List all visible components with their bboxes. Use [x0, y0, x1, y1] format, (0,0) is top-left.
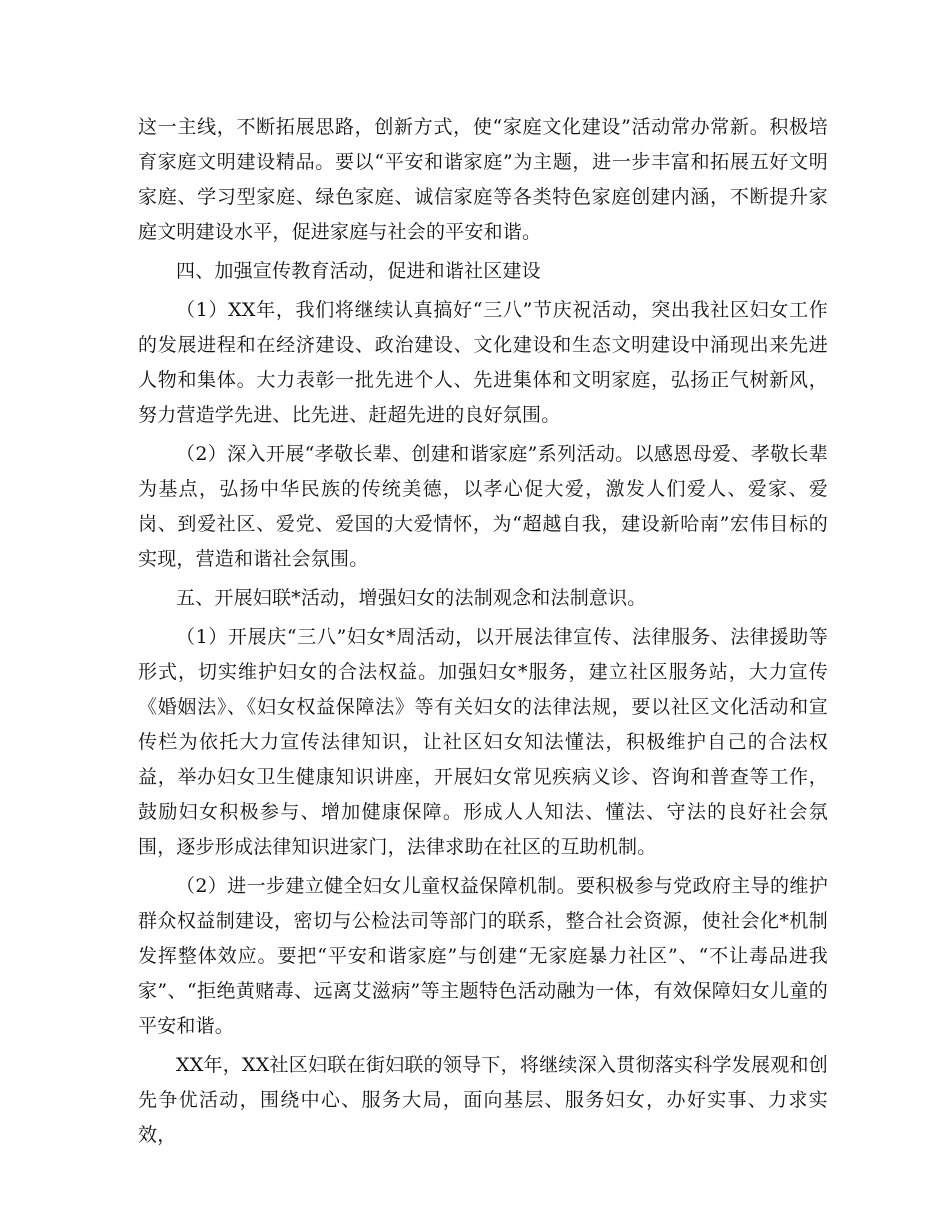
section-heading-five: 五、开展妇联*活动，增强妇女的法制观念和法制意识。 — [176, 587, 647, 609]
paragraph-march-eighth: （1）XX年，我们将继续认真搞好“三八”节庆祝活动，突出我社区妇女工作的发展进程和在经济建设、政治建设、文化建设和生态文明建设中涌现出来先进人物和集体。大力表彰一批先进个人、先进集体和文明家庭，弘扬正气树新风，努力营造学先进、比先进、赶超先进的良好氛围。 — [138, 299, 828, 426]
paragraph-closing: XX年，XX社区妇联在街妇联的领导下，将继续深入贯彻落实科学发展观和创先争优活动，围绕中心、服务大局，面向基层、服务妇女，办好实事、力求实效， — [138, 1054, 828, 1146]
paragraph-legal-week: （1）开展庆“三八”妇女*周活动，以开展法律宣传、法律服务、法律援助等形式，切实维护妇女的合法权益。加强妇女*服务，建立社区服务站，大力宣传《婚姻法》、《妇女权益保障法》等有关妇女的法律法规，要以社区文化活动和宣传栏为依托大力宣传法律知识，让社区妇女知法懂法，积极维护自己的合法权益，举办妇女卫生健康知识讲座，开展妇女常见疾病义诊、咨询和普查等工作，鼓励妇女积极参与、增加健康保障。形成人人知法、懂法、守法的良好社会氛围，逐步形成法律知识进家门，法律求助在社区的互助机制。 — [138, 626, 828, 858]
section-heading-four: 四、加强宣传教育活动，促进和谐社区建设 — [176, 260, 541, 282]
document-page — [138, 110, 828, 1157]
paragraph-rights-mechanism: （2）进一步建立健全妇女儿童权益保障机制。要积极参与党政府主导的维护群众权益制建设，密切与公检法司等部门的联系，整合社会资源，使社会化*机制发挥整体效应。要把“平安和谐家庭”与创建“无家庭暴力社区”、“不让毒品进我家”、“拒绝黄赌毒、远离艾滋病”等主题特色活动融为一体，有效保障妇女儿童的平安和谐。 — [138, 875, 828, 1037]
paragraph-family-culture: 这一主线，不断拓展思路，创新方式，使“家庭文化建设”活动常办常新。积极培育家庭文明建设精品。要以“平安和谐家庭”为主题，进一步丰富和拓展五好文明家庭、学习型家庭、绿色家庭、诚信家庭等各类特色家庭创建内涵，不断提升家庭文明建设水平，促进家庭与社会的平安和谐。 — [138, 116, 828, 243]
paragraph-filial-piety: （2）深入开展“孝敬长辈、创建和谐家庭”系列活动。以感恩母爱、孝敬长辈为基点，弘扬中华民族的传统美德，以孝心促大爱，激发人们爱人、爱家、爱岗、到爱社区、爱党、爱国的大爱情怀，为“超越自我，建设新哈南”宏伟目标的实现，营造和谐社会氛围。 — [138, 443, 828, 570]
